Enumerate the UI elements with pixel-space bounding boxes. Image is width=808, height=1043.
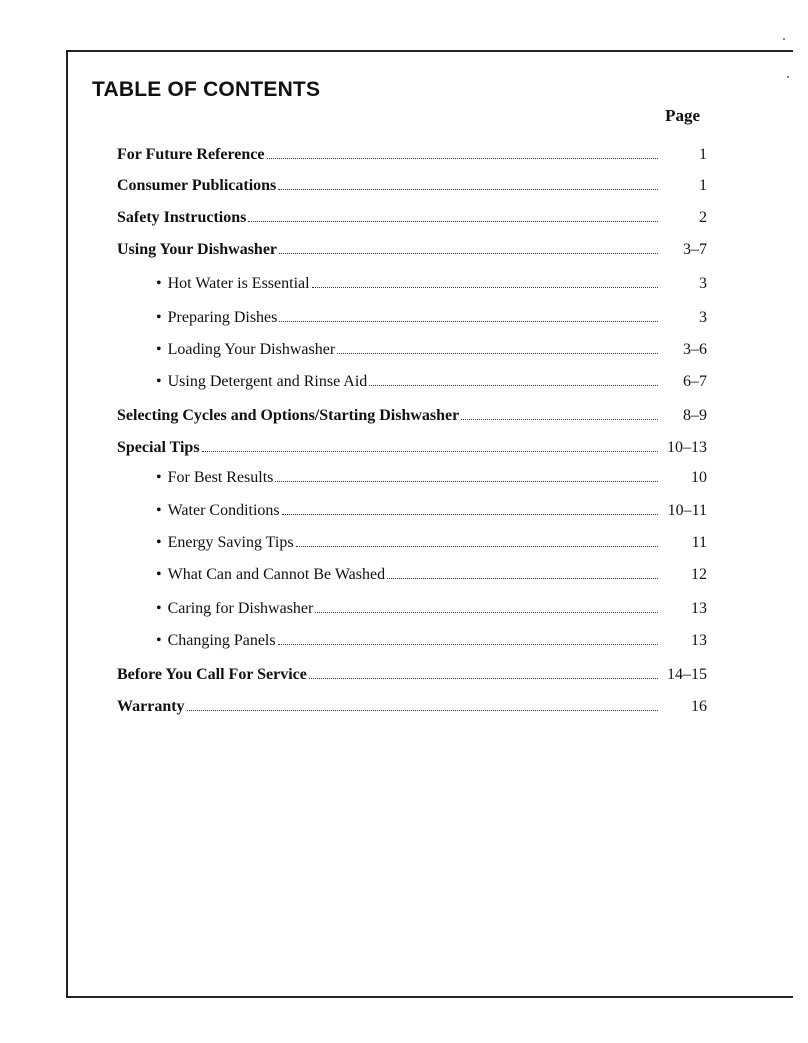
toc-entry-title: Warranty [117, 698, 185, 715]
toc-entry-page: 2 [699, 209, 707, 226]
toc-entry-page: 8–9 [683, 407, 707, 424]
toc-entry-page: 13 [691, 632, 707, 649]
toc-entry [117, 174, 707, 198]
toc-entry-title: What Can and Cannot Be Washed [167, 566, 386, 583]
toc-entry [117, 404, 707, 428]
toc-entry-page: 13 [691, 600, 707, 617]
toc-entry [156, 370, 707, 394]
dot-leader [275, 481, 658, 482]
toc-entry [156, 499, 707, 523]
dot-leader [282, 514, 658, 515]
toc-entry-title: Caring for Dishwasher [167, 600, 314, 617]
dot-leader [279, 253, 658, 254]
toc-entry [117, 206, 707, 230]
toc-entry-page: 11 [691, 534, 707, 551]
toc-entry [156, 629, 707, 653]
dot-leader [387, 578, 658, 579]
toc-entry-title: Using Detergent and Rinse Aid [167, 373, 368, 390]
bullet-icon: • [156, 275, 162, 292]
toc-entry-page: 6–7 [683, 373, 707, 390]
toc-entry-title: Before You Call For Service [117, 666, 307, 683]
toc-entry [156, 597, 707, 621]
toc-entry-title: For Future Reference [117, 146, 265, 163]
dot-leader [337, 353, 658, 354]
toc-entry-page: 10 [691, 469, 707, 486]
bullet-icon: • [156, 309, 162, 326]
bullet-icon: • [156, 600, 162, 617]
bullet-icon: • [156, 502, 162, 519]
scan-speck [787, 76, 789, 78]
toc-entry [156, 563, 707, 587]
toc-entry [117, 436, 707, 460]
toc-entry-title: Consumer Publications [117, 177, 277, 194]
toc-entry-page: 3–7 [683, 241, 707, 258]
toc-entry-title: Using Your Dishwasher [117, 241, 278, 258]
toc-heading: TABLE OF CONTENTS [92, 78, 321, 101]
bullet-icon: • [156, 373, 162, 390]
toc-entry-page: 10–11 [667, 502, 707, 519]
toc-entry-page: 14–15 [667, 666, 707, 683]
toc-entry-title: Hot Water is Essential [167, 275, 310, 292]
toc-entry [117, 238, 707, 262]
dot-leader [248, 221, 658, 222]
toc-entry-title: Water Conditions [167, 502, 280, 519]
toc-entry-page: 1 [699, 146, 707, 163]
toc-entry-page: 1 [699, 177, 707, 194]
toc-entry-page: 3–6 [683, 341, 707, 358]
dot-leader [279, 321, 658, 322]
toc-entry [117, 695, 707, 719]
dot-leader [278, 189, 658, 190]
dot-leader [315, 612, 658, 613]
dot-leader [309, 678, 658, 679]
toc-entry-page: 12 [691, 566, 707, 583]
toc-entry-page: 16 [691, 698, 707, 715]
toc-entry [156, 306, 707, 330]
toc-entry [117, 663, 707, 687]
bullet-icon: • [156, 566, 162, 583]
dot-leader [369, 385, 658, 386]
dot-leader [202, 451, 658, 452]
toc-entry-title: Energy Saving Tips [167, 534, 294, 551]
toc-entry [156, 531, 707, 555]
dot-leader [278, 644, 658, 645]
bullet-icon: • [156, 469, 162, 486]
dot-leader [312, 287, 658, 288]
dot-leader [187, 710, 658, 711]
dot-leader [267, 158, 659, 159]
toc-entry [117, 143, 707, 167]
toc-entry-page: 10–13 [667, 439, 707, 456]
scan-speck [783, 38, 785, 40]
toc-entry [156, 466, 707, 490]
toc-entry-title: For Best Results [167, 469, 274, 486]
toc-entry-title: Safety Instructions [117, 209, 247, 226]
toc-entry-page: 3 [699, 275, 707, 292]
bullet-icon: • [156, 534, 162, 551]
toc-entry-title: Changing Panels [167, 632, 276, 649]
page-column-label: Page [665, 106, 700, 125]
toc-entry-page: 3 [699, 309, 707, 326]
toc-entry [156, 338, 707, 362]
bullet-icon: • [156, 341, 162, 358]
toc-entry [156, 272, 707, 296]
toc-entry-title: Loading Your Dishwasher [167, 341, 336, 358]
dot-leader [461, 419, 658, 420]
toc-entry-title: Selecting Cycles and Options/Starting Dishwasher [117, 407, 460, 424]
toc-entry-title: Preparing Dishes [167, 309, 278, 326]
bullet-icon: • [156, 632, 162, 649]
toc-entry-title: Special Tips [117, 439, 200, 456]
dot-leader [296, 546, 658, 547]
